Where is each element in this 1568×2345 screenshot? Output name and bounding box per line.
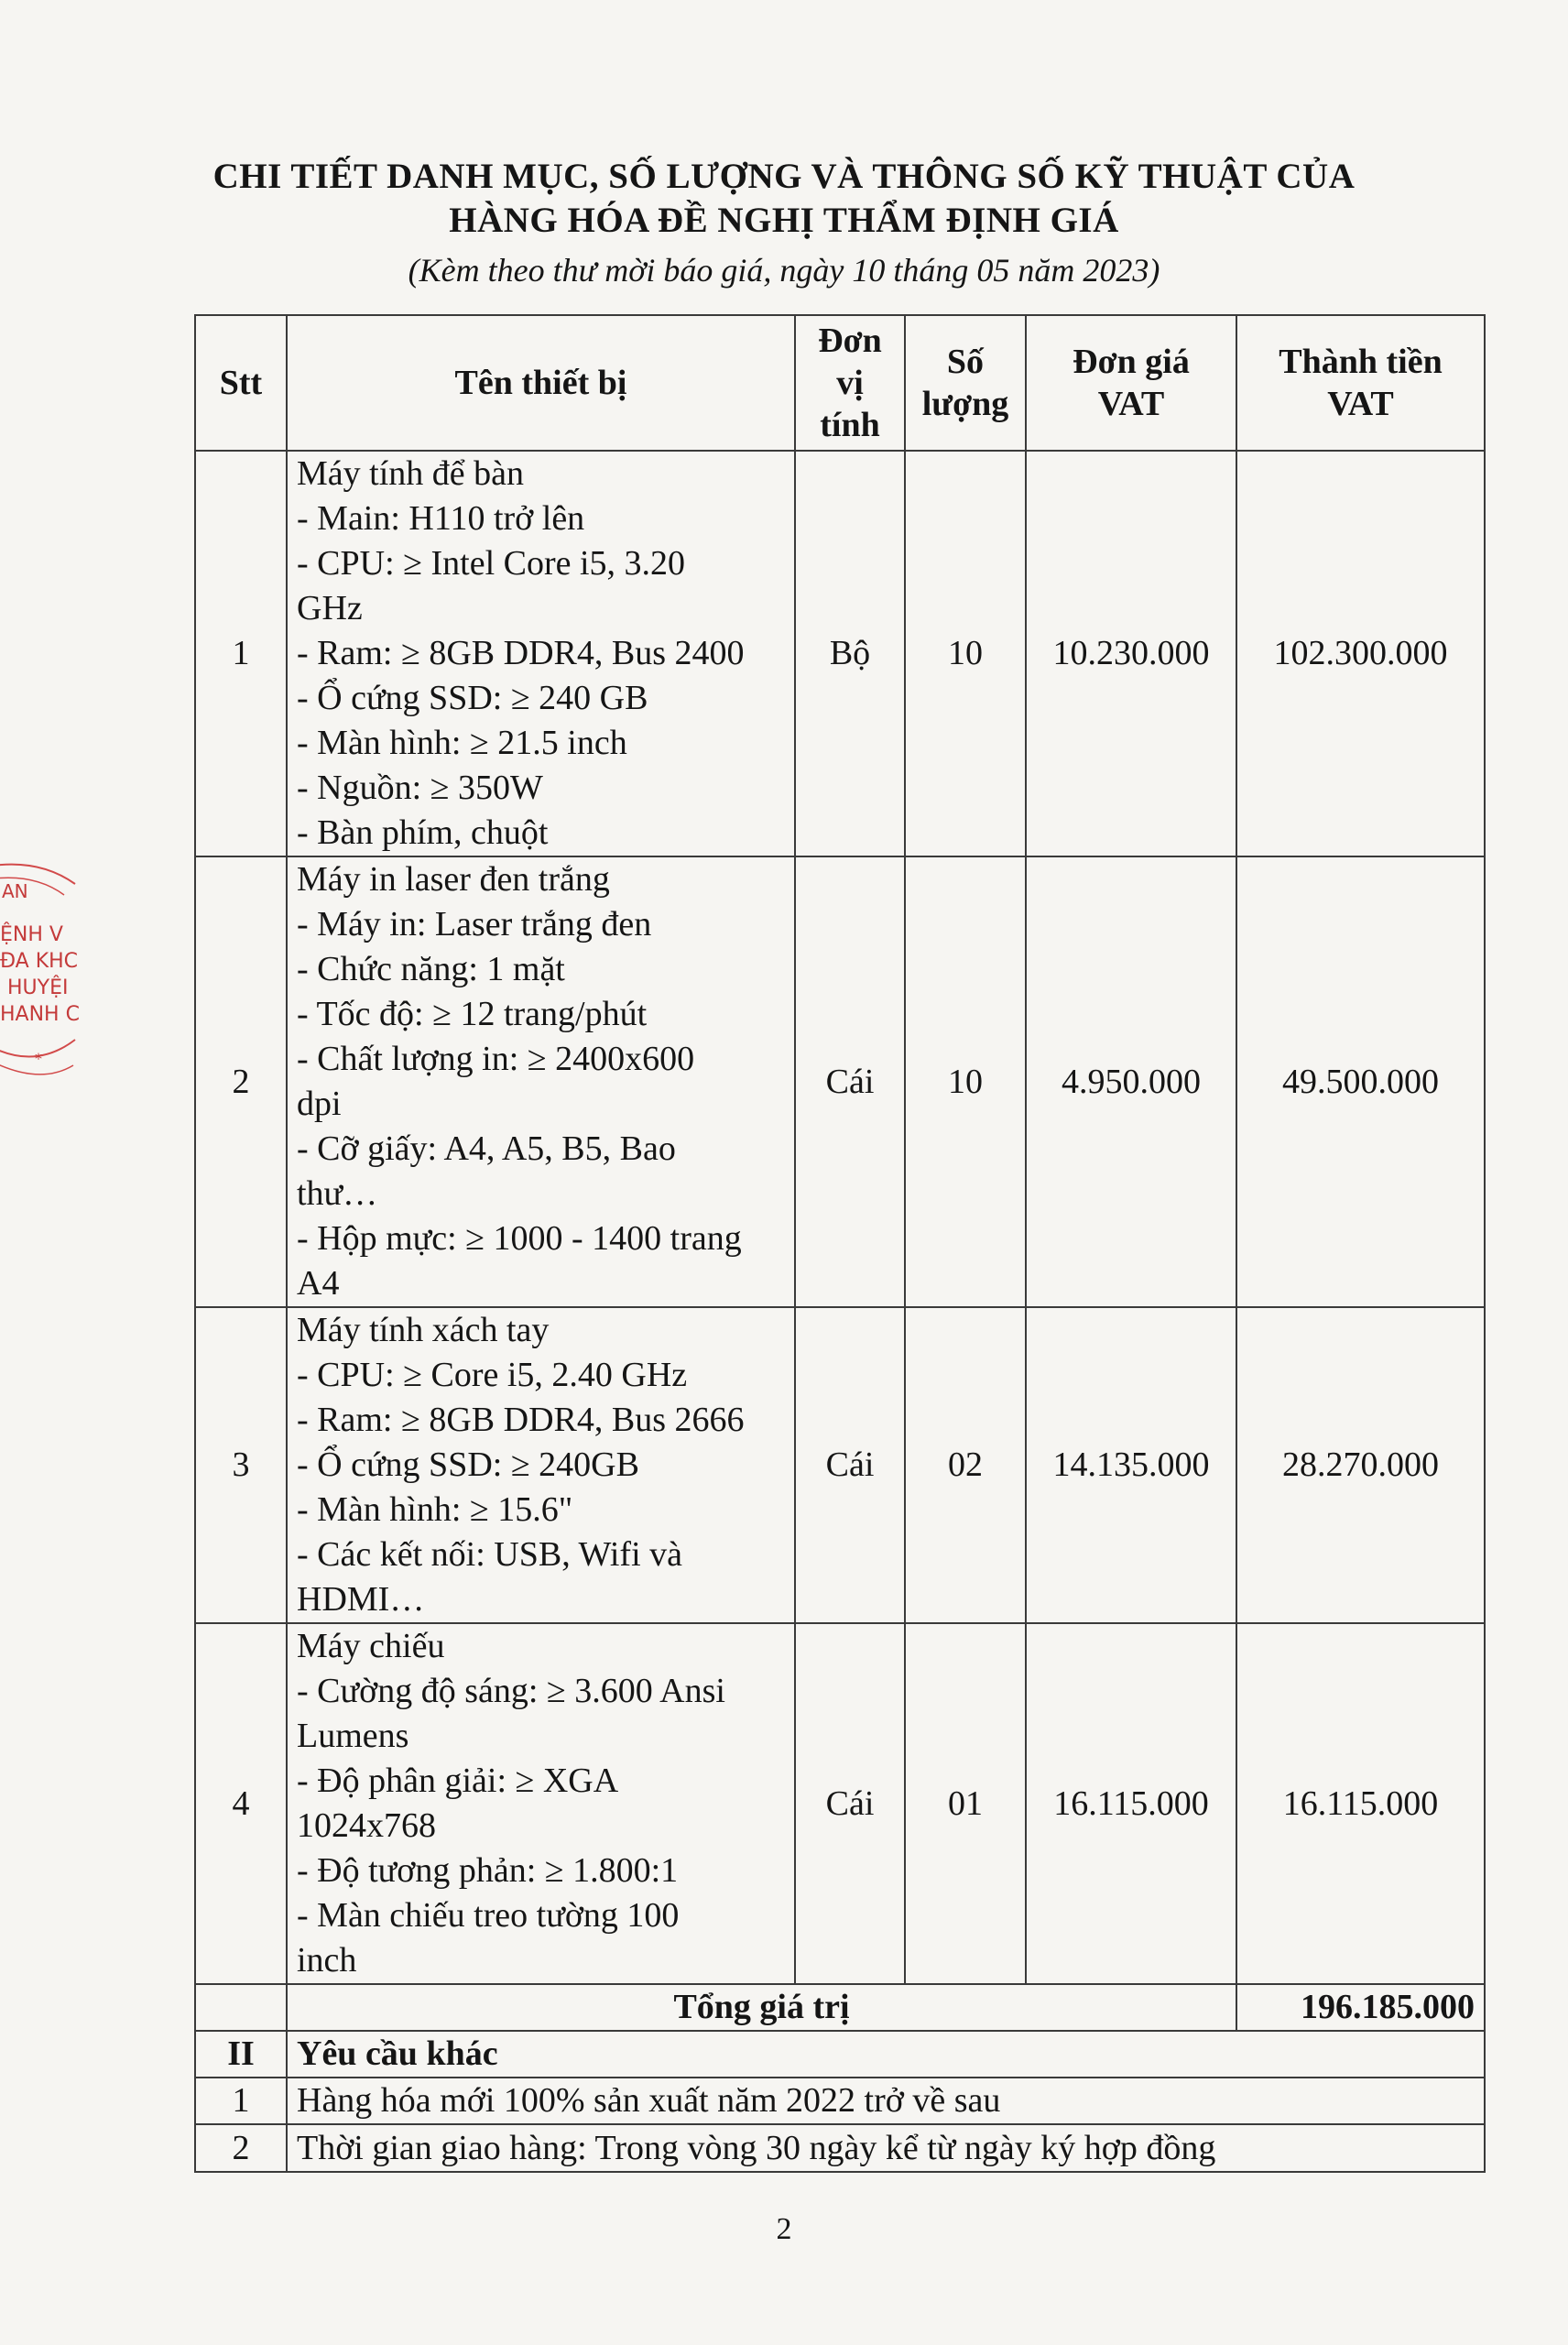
requirement-row bbox=[195, 2078, 1485, 2124]
stamp-text-line: ĐA KHC bbox=[0, 950, 79, 973]
row-unit-price: 16.115.000 bbox=[1026, 1623, 1236, 1984]
equipment-table bbox=[194, 314, 1486, 2173]
row-description: Máy tính xách tay - CPU: ≥ Core i5, 2.40 GHz - Ram: ≥ 8GB DDR4, Bus 2666 - Ổ cứng SSD: ≥ 240GB - Màn hình: ≥ 15.6" - Các kết nối: USB, Wifi và HDMI… bbox=[287, 1307, 795, 1623]
total-value: 196.185.000 bbox=[1236, 1984, 1485, 2031]
table-row bbox=[195, 1623, 1485, 1984]
document-title-line-2: HÀNG HÓA ĐỀ NGHỊ THẨM ĐỊNH GIÁ bbox=[449, 201, 1119, 240]
stamp-text-line: AN bbox=[2, 880, 28, 902]
requirement-number: 2 bbox=[195, 2124, 287, 2172]
header-name: Tên thiết bị bbox=[287, 315, 795, 451]
section-number: II bbox=[195, 2031, 287, 2078]
header-quantity: Số lượng bbox=[905, 315, 1026, 451]
stamp-text-line: HANH C bbox=[0, 1003, 80, 1026]
table-header-row bbox=[195, 315, 1485, 451]
stamp-text-line: ỆNH V bbox=[0, 923, 63, 946]
row-unit-price: 4.950.000 bbox=[1026, 856, 1236, 1307]
requirement-number: 1 bbox=[195, 2078, 287, 2124]
total-label: Tổng giá trị bbox=[287, 1984, 1236, 2031]
row-description: Máy tính để bàn - Main: H110 trở lên - CPU: ≥ Intel Core i5, 3.20 GHz - Ram: ≥ 8GB DDR4, Bus 2400 - Ổ cứng SSD: ≥ 240 GB - Màn hình: ≥ 21.5 inch - Nguồn: ≥ 350W - Bàn phím, chuột bbox=[287, 451, 795, 856]
header-stt: Stt bbox=[195, 315, 287, 451]
table-row bbox=[195, 451, 1485, 856]
table-row bbox=[195, 856, 1485, 1307]
row-unit: Cái bbox=[795, 1623, 905, 1984]
row-description: Máy in laser đen trắng - Máy in: Laser trắng đen - Chức năng: 1 mặt - Tốc độ: ≥ 12 trang/phút - Chất lượng in: ≥ 2400x600 dpi - Cỡ giấy: A4, A5, B5, Bao thư… - Hộp mực: ≥ 1000 - 1400 trang A4 bbox=[287, 856, 795, 1307]
red-stamp-seal bbox=[0, 847, 87, 1113]
section-header-row bbox=[195, 2031, 1485, 2078]
row-total: 16.115.000 bbox=[1236, 1623, 1485, 1984]
row-description: Máy chiếu - Cường độ sáng: ≥ 3.600 Ansi Lumens - Độ phân giải: ≥ XGA 1024x768 - Độ tương phản: ≥ 1.800:1 - Màn chiếu treo tường 100 inch bbox=[287, 1623, 795, 1984]
row-unit-price: 14.135.000 bbox=[1026, 1307, 1236, 1623]
row-stt: 2 bbox=[195, 856, 287, 1307]
row-quantity: 10 bbox=[905, 856, 1026, 1307]
requirement-row bbox=[195, 2124, 1485, 2172]
row-stt: 1 bbox=[195, 451, 287, 856]
header-unit-price: Đơn giá VAT bbox=[1026, 315, 1236, 451]
svg-text:*: * bbox=[35, 1050, 42, 1067]
total-row bbox=[195, 1984, 1485, 2031]
stamp-text-line: HUYỆI bbox=[7, 976, 69, 999]
row-total: 49.500.000 bbox=[1236, 856, 1485, 1307]
section-title: Yêu cầu khác bbox=[287, 2031, 1485, 2078]
row-quantity: 02 bbox=[905, 1307, 1026, 1623]
row-stt: 4 bbox=[195, 1623, 287, 1984]
row-unit: Cái bbox=[795, 1307, 905, 1623]
row-unit-price: 10.230.000 bbox=[1026, 451, 1236, 856]
row-quantity: 01 bbox=[905, 1623, 1026, 1984]
document-title-line-1: CHI TIẾT DANH MỤC, SỐ LƯỢNG VÀ THÔNG SỐ KỸ THUẬT CỦA bbox=[212, 157, 1356, 196]
requirement-text: Hàng hóa mới 100% sản xuất năm 2022 trở về sau bbox=[287, 2078, 1485, 2124]
row-total: 28.270.000 bbox=[1236, 1307, 1485, 1623]
row-unit: Cái bbox=[795, 856, 905, 1307]
row-unit: Bộ bbox=[795, 451, 905, 856]
requirement-text: Thời gian giao hàng: Trong vòng 30 ngày kể từ ngày ký hợp đồng bbox=[287, 2124, 1485, 2172]
table-row bbox=[195, 1307, 1485, 1623]
header-unit: Đơn vị tính bbox=[795, 315, 905, 451]
row-quantity: 10 bbox=[905, 451, 1026, 856]
row-stt: 3 bbox=[195, 1307, 287, 1623]
page-number: 2 bbox=[776, 2212, 792, 2246]
document-subtitle: (Kèm theo thư mời báo giá, ngày 10 tháng 05 năm 2023) bbox=[408, 252, 1160, 289]
header-total: Thành tiền VAT bbox=[1236, 315, 1485, 451]
row-total: 102.300.000 bbox=[1236, 451, 1485, 856]
